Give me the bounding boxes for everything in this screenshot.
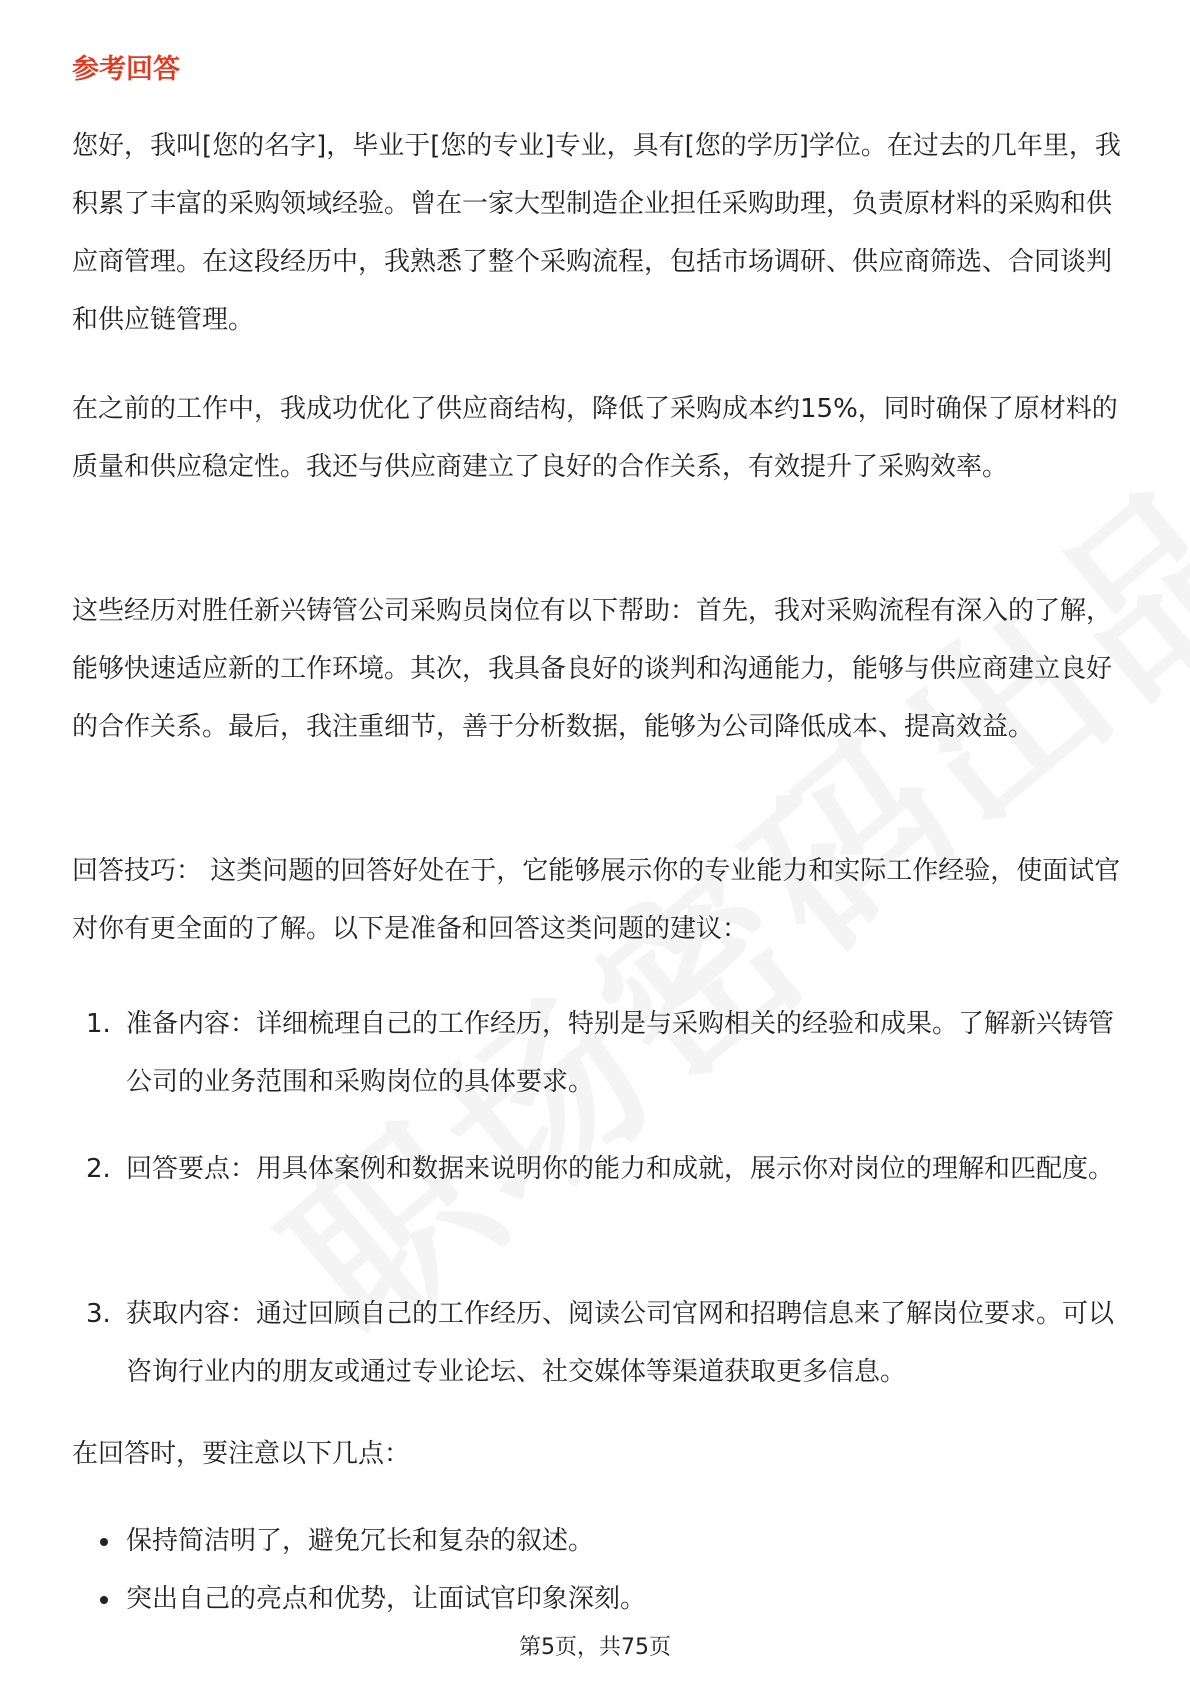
list-item-text: 突出自己的亮点和优势，让面试官印象深刻。 <box>126 1584 647 1614</box>
list-item-text: 回答要点：用具体案例和数据来说明你的能力和成就，展示你对岗位的理解和匹配度。 <box>126 1154 1115 1184</box>
list-item <box>72 995 1122 1111</box>
list-item-text: 保持简洁明了，避免冗长和复杂的叙述。 <box>126 1526 595 1556</box>
ordered-list-3 <box>72 1285 1122 1401</box>
ordered-list-1 <box>72 995 1122 1111</box>
bullet-list <box>72 1512 1122 1628</box>
list-item-text: 准备内容：详细梳理自己的工作经历，特别是与采购相关的经验和成果。了解新兴铸管公司的业务范围和采购岗位的具体要求。 <box>126 1009 1115 1097</box>
list-number: 1. <box>86 1009 111 1039</box>
list-number: 3. <box>86 1299 111 1329</box>
list-item <box>72 1285 1122 1401</box>
paragraph-intro: 您好，我叫[您的名字]，毕业于[您的专业]专业，具有[您的学历]学位。在过去的几年里，我积累了丰富的采购领域经验。曾在一家大型制造企业担任采购助理，负责原材料的采购和供应商管理。在这段经历中，我熟悉了整个采购流程，包括市场调研、供应商筛选、合同谈判和供应链管理。 <box>72 131 1121 335</box>
bullet-dot-icon <box>100 1538 108 1546</box>
paragraph-help: 这些经历对胜任新兴铸管公司采购员岗位有以下帮助：首先，我对采购流程有深入的了解，能够快速适应新的工作环境。其次，我具备良好的谈判和沟通能力，能够与供应商建立良好的合作关系。最后，我注重细节，善于分析数据，能够为公司降低成本、提高效益。 <box>72 596 1113 742</box>
list-item <box>72 1570 1122 1628</box>
list-item <box>72 1512 1122 1570</box>
page-number: 第5页，共75页 <box>519 1635 671 1660</box>
paragraph-tips: 回答技巧： 这类问题的回答好处在于，它能够展示你的专业能力和实际工作经验，使面试官对你有更全面的了解。以下是准备和回答这类问题的建议： <box>72 856 1121 944</box>
list-item <box>72 1140 1122 1198</box>
paragraph-notes: 在回答时，要注意以下几点： <box>72 1439 411 1469</box>
ordered-list-2 <box>72 1140 1122 1198</box>
list-number: 2. <box>86 1154 111 1184</box>
paragraph-achievement: 在之前的工作中，我成功优化了供应商结构，降低了采购成本约15%，同时确保了原材料的质量和供应稳定性。我还与供应商建立了良好的合作关系，有效提升了采购效率。 <box>72 394 1118 482</box>
section-heading: 参考回答 <box>72 54 180 85</box>
list-item-text: 获取内容：通过回顾自己的工作经历、阅读公司官网和招聘信息来了解岗位要求。可以咨询行业内的朋友或通过专业论坛、社交媒体等渠道获取更多信息。 <box>126 1299 1115 1387</box>
bullet-dot-icon <box>100 1596 108 1604</box>
